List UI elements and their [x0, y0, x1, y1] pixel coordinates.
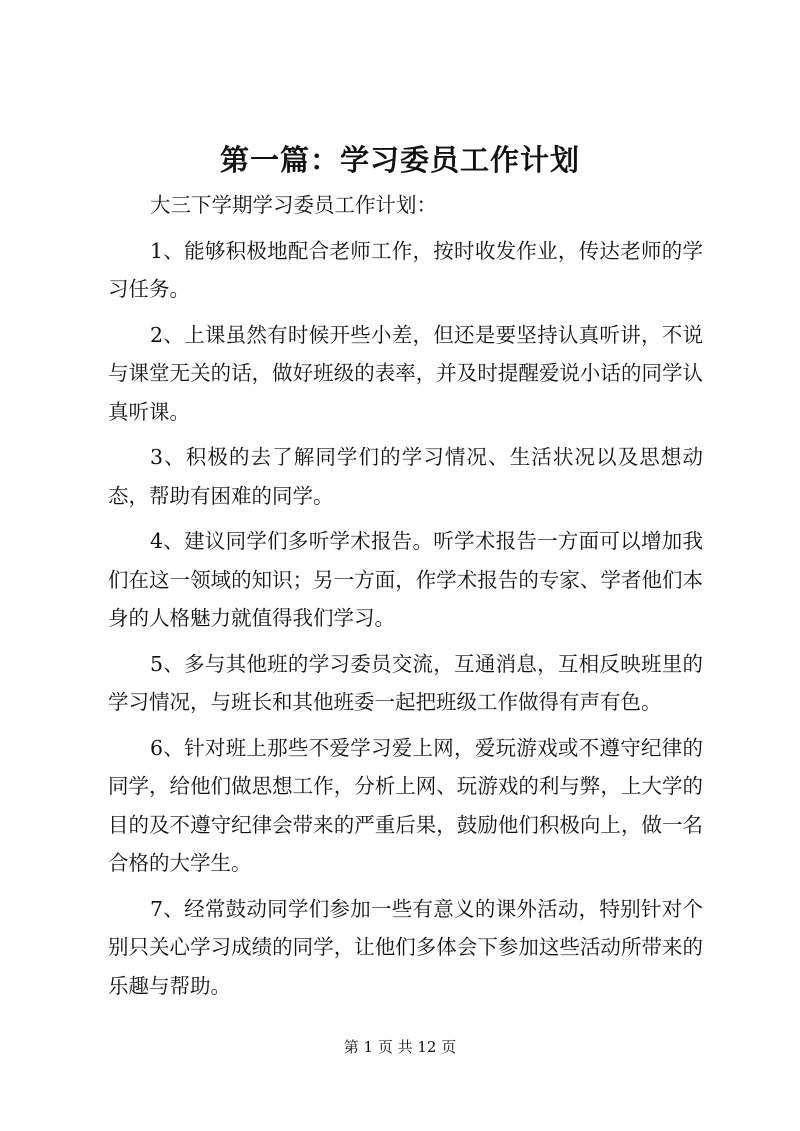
page-number-footer: 第 1 页 共 12 页	[343, 1038, 457, 1056]
document-body	[108, 186, 703, 1012]
paragraph-intro: 大三下学期学习委员工作计划：	[150, 193, 438, 217]
document-title: 第一篇：学习委员工作计划	[219, 143, 580, 177]
paragraph-item-4: 4、建议同学们多听学术报告。听学术报告一方面可以增加我们在这一领域的知识；另一方面，作学术报告的专家、学者他们本身的人格魅力就值得我们学习。	[108, 529, 703, 630]
paragraph-item-3: 3、积极的去了解同学们的学习情况、生活状况以及思想动态，帮助有困难的同学。	[108, 445, 703, 508]
paragraph-item-7: 7、经常鼓动同学们参加一些有意义的课外活动，特别针对个别只关心学习成绩的同学，让他们多体会下参加这些活动所带来的乐趣与帮助。	[108, 896, 703, 998]
paragraph-item-1: 1、能够积极地配合老师工作，按时收发作业，传达老师的学习任务。	[108, 238, 703, 301]
paragraph-item-5: 5、多与其他班的学习委员交流，互通消息，互相反映班里的学习情况，与班长和其他班委一起把班级工作做得有声有色。	[108, 651, 703, 714]
paragraph-item-2: 2、上课虽然有时候开些小差，但还是要坚持认真听讲，不说与课堂无关的话，做好班级的表率，并及时提醒爱说小话的同学认真听课。	[108, 322, 703, 424]
paragraph-item-6: 6、针对班上那些不爱学习爱上网，爱玩游戏或不遵守纪律的同学，给他们做思想工作，分析上网、玩游戏的利与弊，上大学的目的及不遵守纪律会带来的严重后果，鼓励他们积极向上，做一名合格的大学生。	[108, 735, 703, 875]
